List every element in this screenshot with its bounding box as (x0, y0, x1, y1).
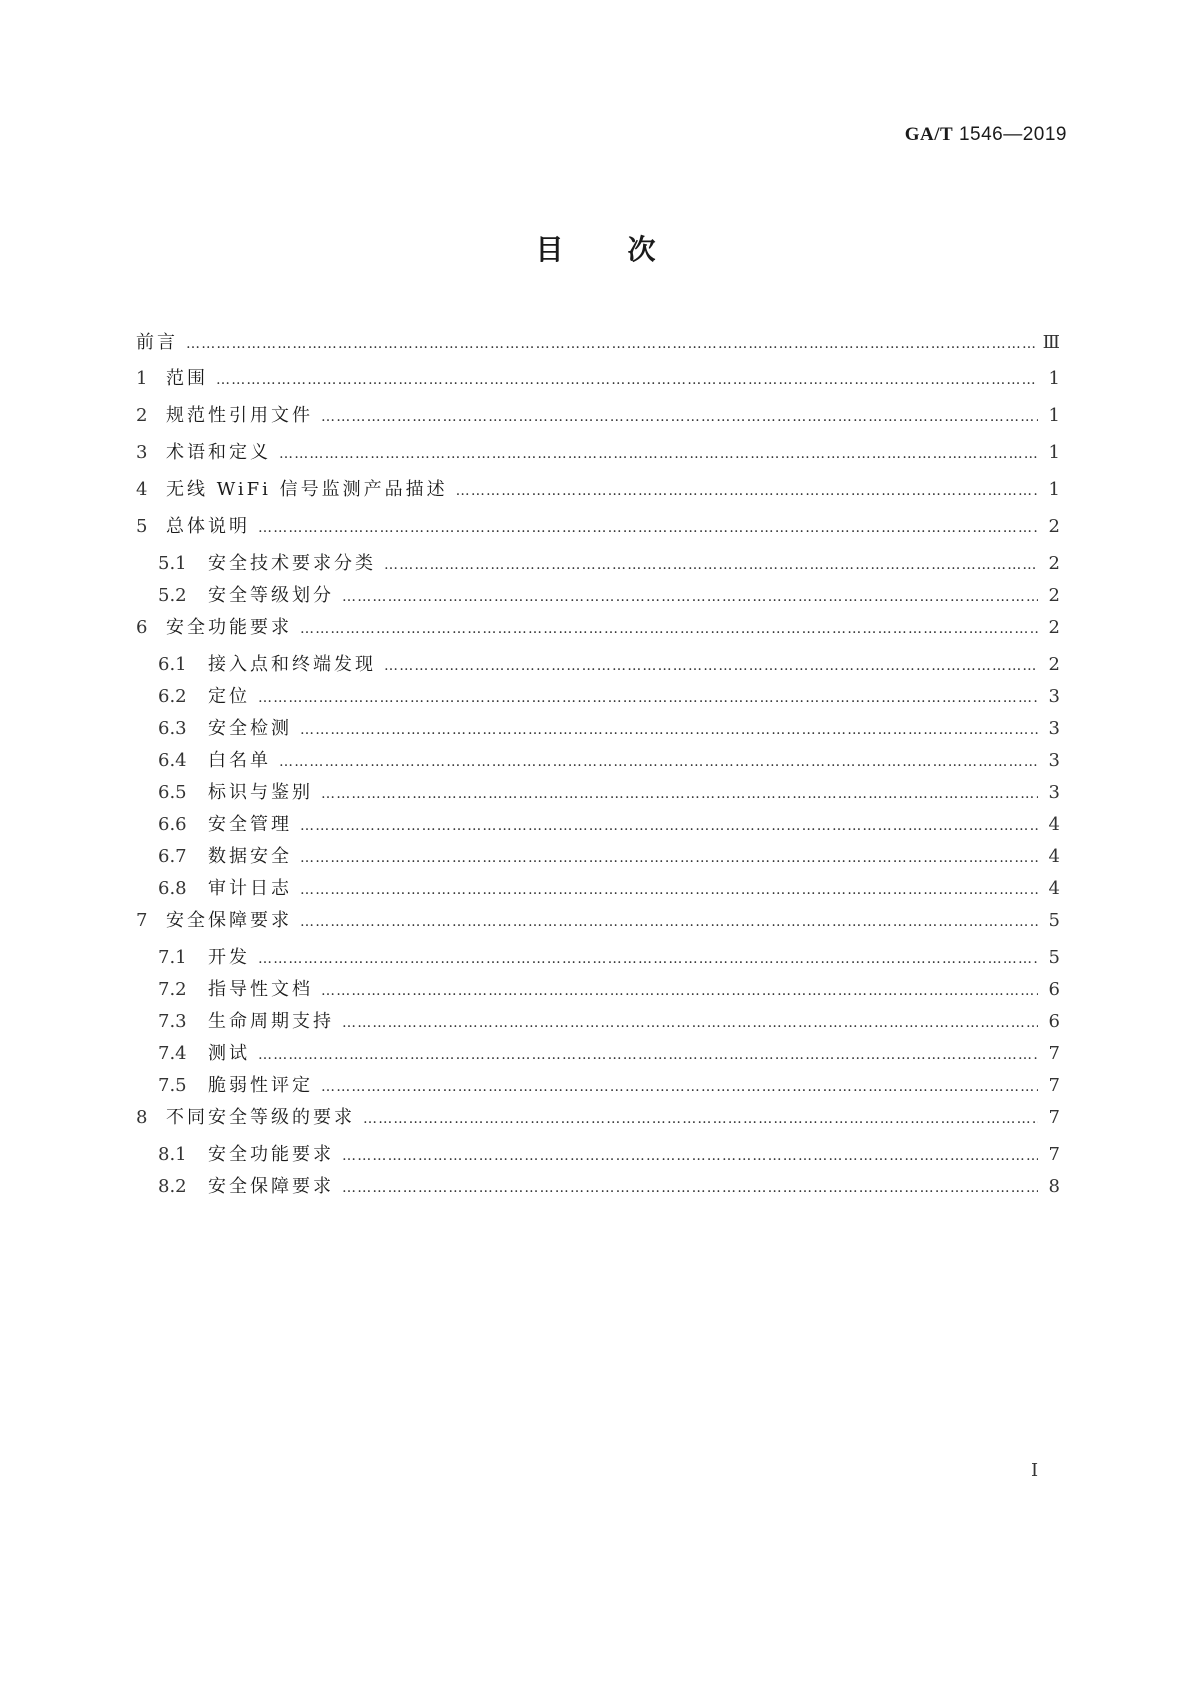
toc-entry-page: 1 (1048, 442, 1060, 463)
dot-leader (258, 520, 1038, 536)
toc-entry[interactable] (136, 906, 1060, 943)
toc-entry-page: Ⅲ (1042, 332, 1060, 353)
dot-leader (384, 557, 1038, 573)
dot-leader (342, 589, 1038, 605)
toc-entry-title: 标识与鉴别 (208, 782, 313, 803)
toc-subentry[interactable] (136, 1172, 1060, 1204)
toc-entry-number: 3 (136, 442, 148, 463)
dot-leader (279, 446, 1038, 462)
toc-entry-number: 6.7 (158, 846, 187, 867)
dot-leader (300, 621, 1038, 637)
toc-entry-title: 白名单 (208, 750, 271, 771)
toc-subentry[interactable] (136, 1039, 1060, 1071)
dot-leader (279, 754, 1038, 770)
toc-entry-title: 生命周期支持 (208, 1011, 334, 1032)
toc-entry-page: 2 (1048, 553, 1060, 574)
toc-entry-title: 开发 (208, 947, 250, 968)
toc-entry-title: 安全检测 (208, 718, 292, 739)
toc-subentry[interactable] (136, 1071, 1060, 1103)
toc-entry-page: 7 (1048, 1144, 1060, 1165)
toc-entry-title: 规范性引用文件 (166, 405, 313, 426)
toc-entry-number: 7.2 (158, 979, 187, 1000)
toc-entry-title: 数据安全 (208, 846, 292, 867)
toc-subentry[interactable] (136, 581, 1060, 613)
toc-entry[interactable] (136, 512, 1060, 549)
toc-entry-title: 安全等级划分 (208, 585, 334, 606)
toc-entry-title: 审计日志 (208, 878, 292, 899)
toc-entry-title: 安全功能要求 (208, 1144, 334, 1165)
toc-entry-number: 7 (136, 910, 148, 931)
toc-entry[interactable] (136, 475, 1060, 512)
toc-entry-title: 定位 (208, 686, 250, 707)
toc-entry-number: 1 (136, 368, 148, 389)
toc-subentry[interactable] (136, 975, 1060, 1007)
toc-entry-title: 测试 (208, 1043, 250, 1064)
toc-subentry[interactable] (136, 1007, 1060, 1039)
toc-entry-title: 安全管理 (208, 814, 292, 835)
toc-entry-page: 1 (1048, 405, 1060, 426)
toc-entry-title: 范围 (166, 368, 208, 389)
toc-entry-page: 4 (1048, 878, 1060, 899)
toc-entry-page: 2 (1048, 654, 1060, 675)
toc-subentry[interactable] (136, 746, 1060, 778)
toc-subentry[interactable] (136, 943, 1060, 975)
toc-entry-title: 术语和定义 (166, 442, 271, 463)
dot-leader (300, 882, 1038, 898)
toc-entry-page: 4 (1048, 814, 1060, 835)
toc-entry-page: 2 (1048, 617, 1060, 638)
toc-entry-page: 3 (1048, 718, 1060, 739)
dot-leader (321, 983, 1038, 999)
toc-entry-number: 8.2 (158, 1176, 187, 1197)
dot-leader (300, 914, 1038, 930)
standard-code (905, 124, 1067, 146)
toc-entry-page: 2 (1048, 516, 1060, 537)
toc-subentry[interactable] (136, 1140, 1060, 1172)
toc-entry-page: 6 (1048, 979, 1060, 1000)
toc-entry-number: 4 (136, 479, 148, 500)
standard-prefix: GA/T (904, 124, 954, 145)
toc-subentry[interactable] (136, 874, 1060, 906)
dot-leader (258, 951, 1038, 967)
toc-entry-title: 不同安全等级的要求 (166, 1107, 355, 1128)
toc-entry-number: 6 (136, 617, 148, 638)
toc-entry[interactable] (136, 438, 1060, 475)
toc-entry-title: 安全保障要求 (208, 1176, 334, 1197)
toc-entry[interactable] (136, 364, 1060, 401)
dot-leader (258, 1047, 1038, 1063)
toc-entry-page: 2 (1048, 585, 1060, 606)
toc-entry-number: 6.3 (158, 718, 187, 739)
dot-leader (456, 483, 1038, 499)
page-title: 目次 (535, 233, 720, 266)
dot-leader (363, 1111, 1038, 1127)
table-of-contents (136, 328, 1060, 1204)
toc-entry-number: 7.3 (158, 1011, 187, 1032)
dot-leader (258, 690, 1038, 706)
toc-entry-page: 8 (1048, 1176, 1060, 1197)
toc-entry-page: 6 (1048, 1011, 1060, 1032)
toc-entry-number: 6.2 (158, 686, 187, 707)
toc-entry-title: 接入点和终端发现 (208, 654, 376, 675)
toc-entry-page: 4 (1048, 846, 1060, 867)
dot-leader (300, 850, 1038, 866)
toc-entry-number: 6.4 (158, 750, 187, 771)
dot-leader (321, 786, 1038, 802)
dot-leader (342, 1015, 1038, 1031)
toc-subentry[interactable] (136, 810, 1060, 842)
toc-entry-page: 5 (1048, 910, 1060, 931)
toc-entry-title: 指导性文档 (208, 979, 313, 1000)
toc-entry-number: 6.5 (158, 782, 187, 803)
toc-entry[interactable] (136, 613, 1060, 650)
toc-entry-title: 无线 WiFi 信号监测产品描述 (166, 479, 448, 500)
dot-leader (321, 1079, 1038, 1095)
toc-entry-number: 8.1 (158, 1144, 187, 1165)
toc-entry-number: 5.2 (158, 585, 187, 606)
toc-subentry[interactable] (136, 549, 1060, 581)
dot-leader (186, 336, 1035, 352)
standard-number: 1546—2019 (958, 124, 1067, 145)
dot-leader (216, 372, 1038, 388)
toc-subentry[interactable] (136, 714, 1060, 746)
dot-leader (300, 818, 1038, 834)
toc-entry-number: 6.6 (158, 814, 187, 835)
toc-entry[interactable] (136, 1103, 1060, 1140)
dot-leader (321, 409, 1038, 425)
toc-entry-page: 1 (1048, 479, 1060, 500)
toc-entry-number: 6.8 (158, 878, 187, 899)
toc-entry-page: 3 (1048, 750, 1060, 771)
toc-entry-title: 安全保障要求 (166, 910, 292, 931)
toc-entry-page: 3 (1048, 782, 1060, 803)
toc-entry-page: 7 (1048, 1075, 1060, 1096)
toc-entry-number: 7.4 (158, 1043, 187, 1064)
toc-entry-page: 5 (1048, 947, 1060, 968)
toc-entry-page: 7 (1048, 1043, 1060, 1064)
toc-entry-page: 3 (1048, 686, 1060, 707)
toc-entry-number: 6.1 (158, 654, 187, 675)
toc-entry-title: 脆弱性评定 (208, 1075, 313, 1096)
toc-entry-title: 前言 (136, 332, 178, 353)
toc-entry-number: 7.5 (158, 1075, 187, 1096)
toc-subentry[interactable] (136, 682, 1060, 714)
toc-subentry[interactable] (136, 778, 1060, 810)
toc-entry-number: 8 (136, 1107, 148, 1128)
toc-entry[interactable] (136, 328, 1060, 364)
dot-leader (342, 1180, 1038, 1196)
page-number: I (1031, 1460, 1039, 1481)
dot-leader (384, 658, 1038, 674)
toc-entry-number: 7.1 (158, 947, 187, 968)
dot-leader (342, 1148, 1038, 1164)
toc-entry-title: 总体说明 (166, 516, 250, 537)
toc-entry-number: 5 (136, 516, 148, 537)
toc-subentry[interactable] (136, 842, 1060, 874)
toc-entry-title: 安全功能要求 (166, 617, 292, 638)
toc-entry-page: 7 (1048, 1107, 1060, 1128)
dot-leader (300, 722, 1038, 738)
toc-entry-page: 1 (1048, 368, 1060, 389)
toc-entry-title: 安全技术要求分类 (208, 553, 376, 574)
toc-subentry[interactable] (136, 650, 1060, 682)
toc-entry[interactable] (136, 401, 1060, 438)
toc-entry-number: 2 (136, 405, 148, 426)
toc-entry-number: 5.1 (158, 553, 187, 574)
